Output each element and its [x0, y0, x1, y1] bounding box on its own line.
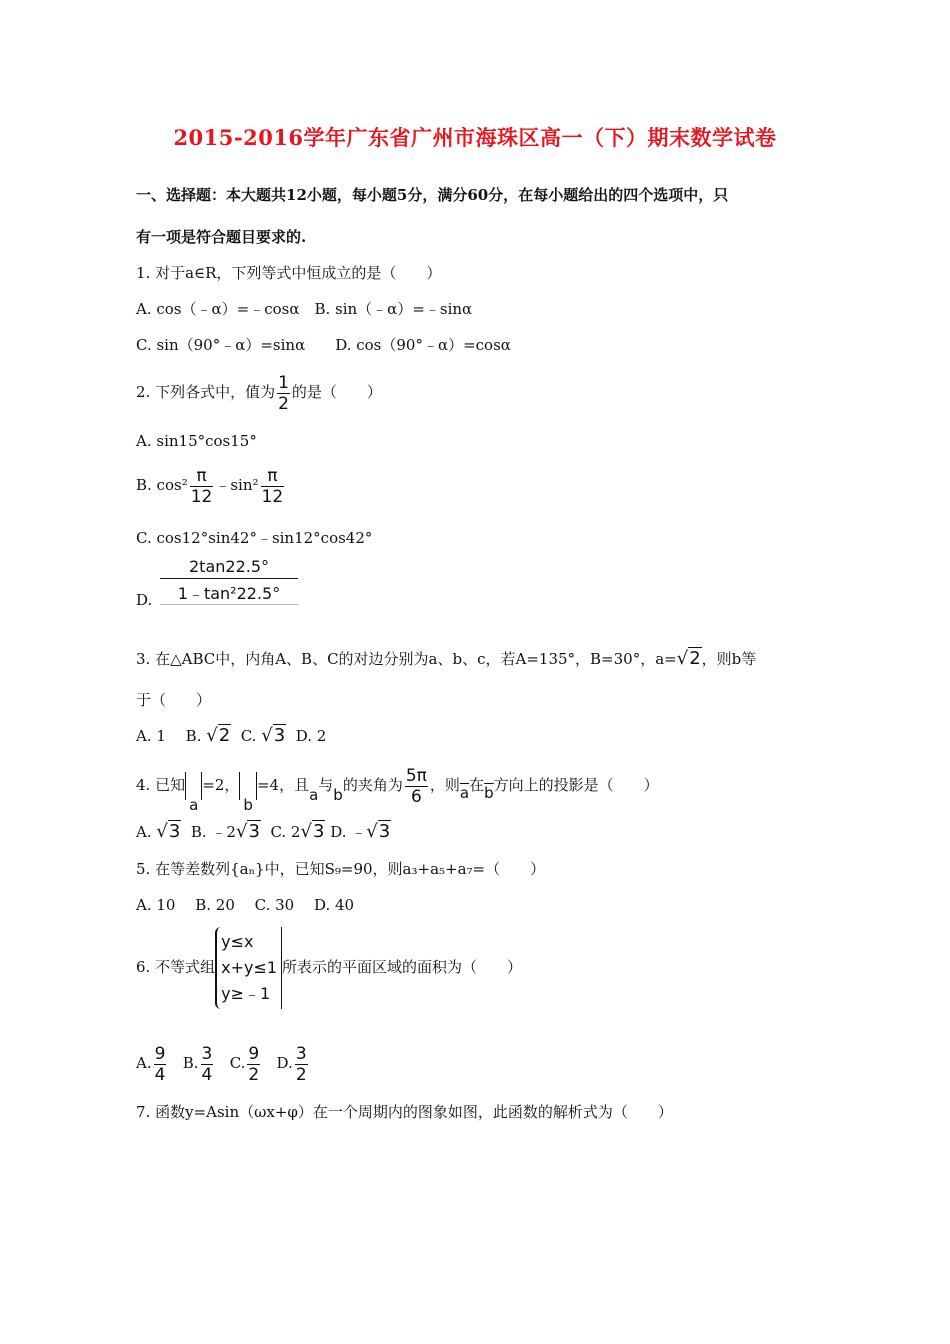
- q2-option-d-fraction: [160, 557, 298, 605]
- q6-opt-d-frac: [295, 1044, 308, 1085]
- q4-prefix: 4. 已知: [136, 776, 186, 794]
- vector-b: b: [243, 796, 253, 814]
- q4-opt-d: D. ﹣: [330, 823, 367, 841]
- q2-stem-pre: 2. 下列各式中，值为: [136, 383, 276, 401]
- q6-opt-a-label: A.: [136, 1054, 152, 1072]
- q3-stem-line1: [136, 648, 756, 670]
- q3-opts-ab: A. 1 B.: [136, 727, 207, 745]
- q2-b-pre: B. cos²: [136, 476, 188, 494]
- sqrt3: √3: [366, 821, 391, 842]
- sqrt-radicand: 3: [312, 821, 325, 842]
- q4-eq4: =4，且: [256, 776, 310, 794]
- q2-b-frac1: [190, 466, 214, 507]
- frac-den: 4: [201, 1064, 213, 1085]
- twelve: 12: [261, 486, 284, 507]
- five-pi: 5π: [405, 765, 427, 786]
- sqrt2: √2: [676, 648, 701, 669]
- q6-prefix: 6. 不等式组: [136, 958, 216, 976]
- frac-den: 4: [154, 1064, 166, 1085]
- q2-option-b: [136, 462, 286, 508]
- q3-stem-pre: 3. 在△ABC中，内角A、B、C的对边分别为a、b、c，若A=135°，B=30°，a=: [136, 650, 677, 668]
- q1-options-ab: A. cos（﹣α）=﹣cosα B. sin（﹣α）=﹣sinα: [136, 300, 473, 318]
- q4-opt-a: A.: [136, 823, 157, 841]
- q2-b-frac2: [261, 466, 285, 507]
- section-heading-line1: 一、选择题：本大题共12小题，每小题5分，满分60分，在每小题给出的四个选项中，只: [136, 186, 729, 204]
- vector-b: b: [333, 786, 343, 804]
- q3-stem-line2: 于（ ）: [136, 691, 212, 709]
- page-title: 2015-2016学年广东省广州市海珠区高一（下）期末数学试卷: [173, 125, 777, 150]
- pi-symbol: π: [267, 465, 278, 486]
- sqrt-radicand: 2: [218, 725, 231, 746]
- frac-num: 9: [154, 1043, 166, 1064]
- q5-options: A. 10 B. 20 C. 30 D. 40: [136, 896, 355, 914]
- sqrt3: √3: [235, 821, 260, 842]
- section-heading-line2: 有一项是符合题目要求的.: [136, 228, 307, 246]
- frac-num: 3: [295, 1043, 307, 1064]
- q3-opt-c-label: C.: [240, 727, 262, 745]
- q4-opt-b: B. ﹣2: [190, 823, 236, 841]
- sqrt3: √3: [261, 725, 286, 746]
- q4-eq2: =2，: [202, 776, 240, 794]
- q4-stem: [136, 762, 659, 814]
- q2-stem: [136, 370, 382, 414]
- six: 6: [405, 786, 428, 807]
- q6-options: [136, 1040, 310, 1086]
- q6-opt-b-label: B.: [182, 1054, 199, 1072]
- sqrt-radicand: 3: [273, 725, 286, 746]
- frac-den: 2: [295, 1064, 307, 1085]
- inequality-row-1: y≤x: [221, 932, 254, 951]
- inequality-row-2: x+y≤1: [221, 958, 278, 977]
- q6-opt-a-frac: [154, 1044, 167, 1085]
- sqrt-radicand: 3: [378, 821, 391, 842]
- vector-b-arrow: $\overline{b}$: [484, 784, 494, 802]
- q7-stem: 7. 函数y=Asin（ωx+φ）在一个周期内的图象如图，此函数的解析式为（ ）: [136, 1103, 673, 1121]
- q6-opt-b-frac: [201, 1044, 214, 1085]
- q6-opt-d-label: D.: [276, 1054, 293, 1072]
- sqrt3: √3: [300, 821, 325, 842]
- q3-opt-d: D. 2: [295, 727, 327, 745]
- q4-then: ，则: [429, 776, 460, 794]
- q6-opt-c-frac: [247, 1044, 260, 1085]
- q2-stem-post: 的是（ ）: [291, 383, 382, 401]
- q2-d-numerator: 2tan22.5°: [160, 557, 298, 579]
- q2-b-mid: ﹣sin²: [215, 476, 259, 494]
- q4-on: 在: [469, 776, 485, 794]
- q4-options: [136, 821, 391, 843]
- q2-frac-den: 2: [278, 393, 289, 414]
- q1-options-cd: C. sin（90°﹣α）=sinα D. cos（90°﹣α）=cosα: [136, 336, 511, 354]
- sqrt2: √2: [206, 725, 231, 746]
- abs-a: [185, 772, 202, 814]
- q2-d-denominator: 1﹣tan²22.5°: [160, 579, 298, 605]
- q6-opt-c-label: C.: [229, 1054, 246, 1072]
- q2-d-label: D.: [136, 591, 153, 609]
- vector-a-arrow: $\overline{a}$: [459, 784, 470, 802]
- inequality-row-3: y≥﹣1: [221, 984, 271, 1003]
- sqrt-radicand: 2: [689, 648, 701, 669]
- frac-num: 9: [248, 1043, 260, 1064]
- q4-opt-c: C. 2: [270, 823, 301, 841]
- vector-a: a: [309, 786, 319, 804]
- q4-and: 与: [318, 776, 334, 794]
- inequality-system: [215, 927, 282, 1009]
- q3-stem-post: ，则b等: [701, 650, 757, 668]
- q2-fraction-half: [277, 373, 290, 414]
- q6-suffix: 所表示的平面区域的面积为（ ）: [282, 958, 523, 976]
- sqrt-radicand: 3: [248, 821, 260, 842]
- q2-option-a: A. sin15°cos15°: [136, 432, 257, 450]
- q4-angle-frac: [405, 766, 428, 807]
- frac-num: 3: [201, 1043, 213, 1064]
- q4-angle-text: 的夹角为: [342, 776, 403, 794]
- q4-tail: 方向上的投影是（ ）: [493, 776, 659, 794]
- abs-b: [239, 772, 257, 814]
- sqrt3: √3: [156, 821, 181, 842]
- q2-frac-num: 1: [278, 372, 289, 393]
- vector-a: a: [189, 796, 199, 814]
- twelve: 12: [190, 486, 213, 507]
- q3-options: [136, 725, 326, 747]
- pi-symbol: π: [196, 465, 207, 486]
- frac-den: 2: [248, 1064, 260, 1085]
- q6-stem: [136, 926, 522, 1009]
- sqrt-radicand: 3: [168, 821, 181, 842]
- q1-stem: 1. 对于a∈R，下列等式中恒成立的是（ ）: [136, 264, 442, 282]
- q5-stem: 5. 在等差数列{aₙ}中，已知S₉=90，则a₃+a₅+a₇=（ ）: [136, 860, 546, 878]
- q2-option-c: C. cos12°sin42°﹣sin12°cos42°: [136, 529, 373, 547]
